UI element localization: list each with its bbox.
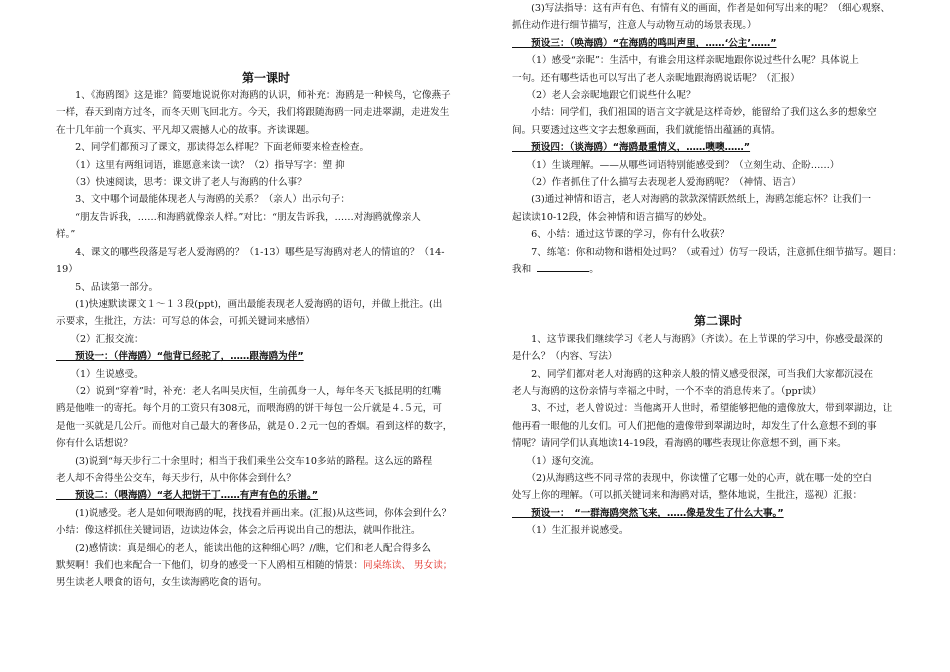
line-text: (3)说到“每天步行二十余里时；相当于我们乘坐公交车10多站的路程。这么远的路程 [56,455,433,467]
text-line [56,122,476,139]
text-line [512,17,924,34]
line-text: 预设三：（唤海鸥）“在海鸥的鸣叫声里，……‘公主’……” [512,37,777,49]
line-text: （2）老人会亲昵地跟它们说些什么呢？ [512,90,696,102]
line-text: 在十几年前一个真实、平凡却又震撼人心的故事。齐读课题。 [56,124,316,136]
text-line [512,104,924,121]
line-text: （2）汇报交流： [56,333,144,345]
fill-blank [537,261,589,272]
text-line [56,453,476,470]
line-text: （3）快速阅读，思考：课文讲了老人与海鸥的什么事？ [56,177,307,189]
text-line [56,0,476,17]
line-text: 示要求，生批注，方法：可写总的体会，可抓关键词来感悟） [56,316,316,328]
line-text: 第二课时 [693,314,742,329]
line-text: 预设四：（谈海鸥）“海鸥最重情义，……噢噢……” [512,142,751,154]
line-text: 他再看一眼他的儿女们。可人们把他的遗像带到翠湖边时，却发生了什么意想不到的事 [512,420,877,432]
text-line [512,331,924,348]
line-text: （1）生说感受。 [56,368,144,380]
line-text: 男生读老人喂食的语句，女生读海鸥吃食的语句。 [56,577,268,589]
text-line [56,522,476,539]
text-line [512,226,924,243]
text-line [56,209,476,226]
text-line [56,574,476,591]
line-text: 我和 [512,264,532,276]
text-line [512,453,924,470]
text-line [56,313,476,330]
text-line [512,209,924,226]
line-text: (1)说感受。老人是如何喂海鸥的呢，找找看并画出来。(汇报)从这些词，你体会到什么？ [56,507,452,519]
text-line [512,366,924,383]
line-text: 抓住动作进行细节描写，注意人与动物互动的场景表现。） [512,20,757,32]
lesson-title [56,70,476,87]
line-text: 默契啊！我们也来配合一下他们，切身的感受一下人鸥相互相随的情景： [56,560,363,571]
text-line [56,383,476,400]
line-text: 是他一买就是几公斤。而他对自己最大的奢侈品，就是０.２元一包的香烟。看到这样的数字， [56,420,453,432]
text-line [56,52,476,69]
text-line [512,70,924,87]
line-text: 预设二：（喂海鸥）“老人把饼干丁……有声有色的乐谱。” [56,490,319,502]
text-line [56,87,476,104]
line-text: 7、练笔：你和动物和谐相处过吗？（或看过）仿写一段话，注意抓住细节描写。题目： [512,246,902,258]
line-text: 鸥是他唯一的寄托。每个月的工资只有308元，而喂海鸥的饼干每包一公斤就是４.５元，可 [56,403,442,415]
line-text: （1）逐句交流。 [512,455,600,467]
line-text: （1）生谈理解。——从哪些词语特别能感受到？（立刻生动、企盼……） [512,159,840,171]
text-line [56,505,476,522]
text-line [512,487,924,504]
line-text: 小结：同学们，我们祖国的语言文字就是这样奇妙，能留给了我们这么多的想象空 [512,107,877,119]
line-text: 5、品读第一部分。 [56,281,159,293]
line-text: 样。” [56,229,76,241]
line-text: 预设一： “一群海鸥突然飞来，……像是发生了什么大事。” [512,507,784,519]
preset-heading [56,487,476,504]
text-line [56,418,476,435]
highlight-text: 同桌练读、 男女读； [363,560,453,571]
left-column [56,0,476,592]
text-line: 我和 。 [512,261,924,278]
text-line [512,0,924,17]
line-text: 19） [56,264,78,276]
text-line [56,400,476,417]
text-line [56,174,476,191]
text-line [512,470,924,487]
text-line [56,470,476,487]
line-text: （2)从海鸥这些不同寻常的表现中，你读懂了它哪一处的心声，就在哪一处的空白 [512,472,873,484]
text-line [512,279,924,296]
text-line [56,557,476,574]
text-line [56,435,476,452]
line-text: 3、不过，老人曾说过：当他离开人世时，希望能够把他的遗像放大，带到翠湖边，让 [512,403,893,415]
text-line [512,122,924,139]
text-line [56,366,476,383]
line-text: 是什么？（内容、写法） [512,351,618,363]
text-line [512,400,924,417]
text-line [56,279,476,296]
line-text: （2）作者抓住了什么描写去表现老人爱海鸥呢？（神情、语言） [512,177,802,189]
text-line [512,435,924,452]
lesson-title [512,313,924,330]
text-line [56,17,476,34]
text-line [56,104,476,121]
text-line [512,383,924,400]
line-text: 第一课时 [241,70,290,85]
line-text: 间。只要透过这些文字去想象画面，我们就能悟出蕴涵的真情。 [512,124,781,136]
line-text: (2)感情读：真是细心的老人，能读出他的这种细心吗？//瞧，它们和老人配合得多么 [56,542,432,554]
line-text: 情呢？请同学们认真地读14-19段，看海鸥的哪些表现让你意想不到，画下来。 [512,438,847,450]
text-line [512,244,924,261]
line-text: 预设一：（伴海鸥）“他背已经驼了，……跟海鸥为伴” [56,351,304,363]
line-text: 6、小结：通过这节课的学习，你有什么收获？ [512,229,730,241]
line-text: 起读读10-12段，体会神情和语言描写的妙处。 [512,211,713,223]
line-text: 1、这节课我们继续学习《老人与海鸥》（齐读）。在上节课的学习中，你感受最深的 [512,333,883,345]
text-line [56,226,476,243]
line-text: 4、课文的哪些段落是写老人爱海鸥的？（1-13）哪些是写海鸥对老人的情谊的？（14- [56,246,445,258]
line-text: 小结：像这样抓住关键词语，边读边体会，体会之后再说出自己的想法，就叫作批注。 [56,525,421,537]
text-line [512,174,924,191]
text-line [56,261,476,278]
text-line [56,296,476,313]
line-text: （1）这里有两组词语，谁愿意来读一读？（2）指导写字：塑 抑 [56,159,345,171]
text-line [512,296,924,313]
text-line [56,139,476,156]
text-line [56,331,476,348]
text-line [512,522,924,539]
preset-heading [512,35,924,52]
line-text: 处写上你的理解。（可以抓关键词来和海鸥对话，整体地说，生批注，巡视）汇报： [512,490,863,502]
line-text: 一样，春天到南方过冬，而冬天则飞回北方。今天，我们将跟随海鸥一同走进翠湖，走进发生 [56,107,450,119]
text-line [512,191,924,208]
text-line [56,540,476,557]
text-line [56,35,476,52]
text-line [56,244,476,261]
text-line [512,348,924,365]
line-text: 3、文中哪个词最能体现老人与海鸥的关系？（亲人）出示句子： [56,194,350,206]
preset-heading [512,505,924,522]
line-text: （2）说到“穿着”时，补充：老人名叫吴庆恒，生前孤身一人，每年冬天飞抵昆明的红嘴 [56,385,442,397]
line-text: (3)通过神情和语言，老人对海鸥的款款深情跃然纸上，海鸥怎能忘怀？让我们一 [512,194,871,206]
line-text: 你有什么话想说？ [56,438,133,450]
preset-heading [512,139,924,156]
text-line [56,191,476,208]
line-text: 2、同学们都预习了课文，那读得怎么样呢？下面老师要来检查检查。 [56,142,370,154]
line-text: “朋友告诉我，……和海鸥就像亲人样。”对比：“朋友告诉我，……对海鸥就像亲人 [56,211,421,223]
text-line [512,52,924,69]
line-text: (1)快速默读课文１～１３段(ppt)，画出最能表现老人爱海鸥的语句，并做上批注。(出 [56,298,443,310]
text-line [512,157,924,174]
line-text: 2、同学们都对老人对海鸥的这种亲人般的情义感受很深，可当我们大家都沉浸在 [512,368,874,380]
line-text: 1、《海鸥图》这是谁？简要地说说你对海鸥的认识，师补充：海鸥是一种候鸟，它像燕子 [56,90,451,102]
line-text: 一句。还有哪些话也可以写出了老人亲昵地跟海鸥说话呢？（汇报） [512,72,800,84]
line-text: （1）生汇报并说感受。 [512,525,629,537]
text-line [512,87,924,104]
line-text: （1）感受“亲昵”：生活中，有谁会用这样亲昵地跟你说过些什么呢？具体说上 [512,55,859,67]
right-column [512,0,924,540]
line-text: 老人与海鸥的这份亲情与幸福之中时，一个不幸的消息传来了。（ppr读） [512,385,822,397]
preset-heading [56,348,476,365]
text-line [512,418,924,435]
line-text: (3)写法指导：这有声有色、有情有义的画面，作者是如何写出来的呢？（细心观察、 [512,3,891,14]
line-text: 老人却不舍得坐公交车，每天步行，从中你体会到什么？ [56,472,296,484]
text-line [56,157,476,174]
